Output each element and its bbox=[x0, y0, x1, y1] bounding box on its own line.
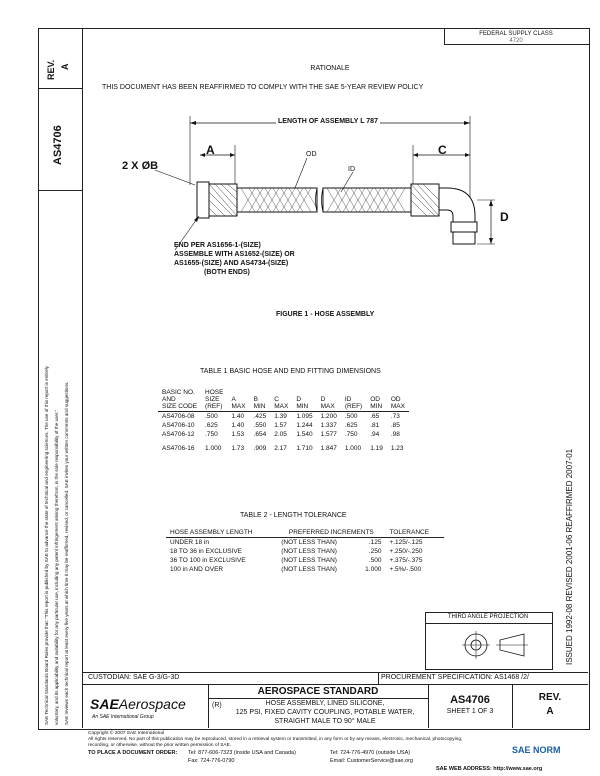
table1-cell: 1.73 bbox=[231, 445, 245, 452]
title-block-number-divider bbox=[428, 684, 429, 728]
table1-cell: .81 bbox=[370, 422, 380, 429]
table1-header: D MIN bbox=[296, 396, 309, 410]
table2-cell: +.250/-.250 bbox=[389, 548, 423, 555]
projection-symbol bbox=[460, 628, 530, 662]
table2-header: TOLERANCE bbox=[389, 529, 430, 536]
table2-cell: .125 bbox=[368, 539, 382, 546]
table1 bbox=[158, 388, 409, 453]
hose-assembly-drawing bbox=[95, 110, 495, 285]
table2-header-row bbox=[166, 528, 444, 538]
table1-cell: .500 bbox=[344, 413, 358, 420]
title-block-rev-label: REV. bbox=[538, 692, 562, 703]
table1-header: OD MAX bbox=[390, 396, 405, 410]
federal-supply-class-value: 4720 bbox=[509, 38, 523, 44]
table2-cell: .500 bbox=[368, 557, 382, 564]
table1-cell: .98 bbox=[390, 431, 400, 438]
table2-row bbox=[166, 538, 444, 548]
title-prefix: (R) bbox=[212, 702, 222, 709]
end-note-line-2: ASSEMBLE WITH AS1652-(SIZE) OR bbox=[174, 251, 295, 258]
table1-header-row bbox=[158, 388, 409, 412]
table2 bbox=[166, 528, 444, 574]
table1-cell: .750 bbox=[344, 431, 358, 438]
table1-cell: 1.200 bbox=[320, 413, 337, 420]
procurement-text: PROCUREMENT SPECIFICATION: AS1468 /2/ bbox=[381, 674, 529, 681]
table1-header: B MIN bbox=[253, 396, 266, 410]
table1-cell: .750 bbox=[205, 431, 218, 438]
aerospace-standard-title: AEROSPACE STANDARD bbox=[257, 686, 379, 697]
issue-revision-dates: ISSUED 1992-08 REVISED 2001-06 REAFFIRMED 2007-01 bbox=[565, 448, 574, 665]
table1-cell: 2.17 bbox=[274, 445, 287, 452]
table1-cell: 1.577 bbox=[320, 431, 337, 438]
table1-row bbox=[158, 421, 409, 430]
left-rev-label: REV. bbox=[46, 59, 56, 80]
dim-d-label: D bbox=[500, 210, 509, 224]
table2-cell: (NOT LESS THAN) bbox=[281, 557, 337, 564]
table1-cell: 1.540 bbox=[296, 431, 313, 438]
table1-header: C MAX bbox=[274, 396, 289, 410]
end-note-line-4: (BOTH ENDS) bbox=[204, 269, 250, 276]
title-line-3: STRAIGHT MALE TO 90° MALE bbox=[274, 718, 376, 725]
od-label: OD bbox=[306, 151, 317, 158]
id-label: ID bbox=[348, 166, 355, 173]
table1-row bbox=[158, 439, 409, 453]
table1-header: D MAX bbox=[320, 396, 335, 410]
table1-cell: .73 bbox=[390, 413, 400, 420]
title-line-2: 125 PSI, FIXED CAVITY COUPLING, POTABLE WATER, bbox=[235, 709, 415, 716]
table2-row bbox=[166, 547, 444, 556]
footer-fax: Fax: 724-776-0790 bbox=[188, 758, 235, 764]
table2-header: PREFERRED INCREMENTS bbox=[288, 529, 374, 536]
sae-logo-text: SAE bbox=[90, 696, 119, 712]
left-doc-number: AS4706 bbox=[52, 125, 64, 165]
left-note-1: SAE Technical Standards Board Rules provide that: "This report is published by SAE to advance the state of technical and engineering sciences. The use of this report is entirely bbox=[44, 366, 49, 725]
table1-cell: 1.40 bbox=[231, 422, 245, 429]
title-line-1: HOSE ASSEMBLY, LINED SILICONE, bbox=[265, 700, 385, 707]
table1-cell: .500 bbox=[205, 413, 218, 420]
table2-row bbox=[166, 556, 444, 565]
table1-cell: 1.847 bbox=[320, 445, 337, 452]
table1-cell: 1.53 bbox=[231, 431, 245, 438]
title-block-doc-number: AS4706 bbox=[450, 694, 490, 706]
table1-title: TABLE 1 BASIC HOSE AND END FITTING DIMENSIONS bbox=[200, 368, 381, 375]
figure-caption: FIGURE 1 - HOSE ASSEMBLY bbox=[276, 311, 375, 318]
table1-cell: 1.39 bbox=[274, 413, 287, 420]
table1-cell: .550 bbox=[253, 422, 267, 429]
table1-cell: 1.000 bbox=[344, 445, 362, 452]
footer-rights: All rights reserved. No part of this publication may be reproduced, stored in a retrieval system or transmitted, in any form or by any means, electronic, mechanical, photocopying, bbox=[88, 737, 463, 742]
table1-cell: 1.710 bbox=[296, 445, 313, 452]
table2-cell: UNDER 18 in bbox=[170, 539, 210, 546]
rationale-text: THIS DOCUMENT HAS BEEN REAFFIRMED TO COMPLY WITH THE SAE 5-YEAR REVIEW POLICY bbox=[102, 84, 424, 91]
title-block-rev-value: A bbox=[546, 706, 554, 717]
table2-cell: 36 TO 100 in EXCLUSIVE bbox=[170, 557, 246, 564]
table2-cell: (NOT LESS THAN) bbox=[281, 539, 337, 546]
standard-title-divider bbox=[208, 698, 428, 699]
table1-cell: AS4706-08 bbox=[162, 413, 195, 420]
table1-header: ID (REF) bbox=[344, 396, 363, 410]
dim-b-label: 2 X ØB bbox=[122, 160, 159, 172]
left-note-2: voluntary, and its applicability and suitability for any particular use, including any patent infringement arising therefrom, is the sole responsibility of the user." bbox=[54, 409, 59, 725]
table2-cell: .250 bbox=[368, 548, 382, 555]
table1-cell: 1.57 bbox=[274, 422, 287, 429]
left-strip-divider bbox=[82, 28, 83, 728]
table1-cell: .85 bbox=[390, 422, 400, 429]
table1-cell: 1.244 bbox=[296, 422, 313, 429]
length-of-assembly-label: LENGTH OF ASSEMBLY L 787 bbox=[278, 118, 378, 125]
projection-label: THIRD ANGLE PROJECTION bbox=[447, 614, 529, 620]
footer-tel-2: Tel: 724-776-4970 (outside USA) bbox=[330, 750, 411, 756]
table2-cell: +.125/-.125 bbox=[389, 539, 423, 546]
left-strip-doc-divider bbox=[38, 190, 82, 191]
table1-cell: 1.000 bbox=[205, 445, 222, 452]
left-rev-value: A bbox=[60, 63, 70, 70]
table1-cell: .425 bbox=[253, 413, 267, 420]
table2-cell: 18 TO 36 in EXCLUSIVE bbox=[170, 548, 243, 555]
table2-title: TABLE 2 - LENGTH TOLERANCE bbox=[240, 512, 347, 519]
projection-label-divider bbox=[425, 623, 552, 624]
title-block-top bbox=[82, 672, 588, 673]
federal-supply-class-label: FEDERAL SUPPLY CLASS bbox=[479, 31, 553, 37]
table2-cell: 100 in AND OVER bbox=[170, 566, 224, 573]
logo-tagline: An SAE International Group bbox=[92, 714, 154, 720]
table1-cell: .625 bbox=[205, 422, 218, 429]
table1-header: OD MIN bbox=[370, 396, 383, 410]
table1-cell: 1.40 bbox=[231, 413, 245, 420]
end-note-line-1: END PER AS1656-1-(SIZE) bbox=[174, 242, 261, 249]
table1-cell: AS4706-16 bbox=[162, 445, 195, 452]
table1-cell: AS4706-10 bbox=[162, 422, 195, 429]
footer-tel-1: Tel: 877-606-7323 (inside USA and Canada) bbox=[188, 750, 296, 756]
table1-row bbox=[158, 430, 409, 439]
table1-cell: 1.095 bbox=[296, 413, 313, 420]
left-strip-rev-divider bbox=[38, 88, 82, 89]
table2-cell: (NOT LESS THAN) bbox=[281, 548, 337, 555]
footer-order-label: TO PLACE A DOCUMENT ORDER: bbox=[88, 750, 178, 756]
footer-web: SAE WEB ADDRESS: http://www.sae.org bbox=[436, 766, 543, 772]
dim-c-label: C bbox=[438, 143, 447, 157]
table2-cell: 1.000 bbox=[365, 566, 382, 573]
aerospace-logo-text: Aerospace bbox=[118, 696, 186, 712]
table1-cell: 1.337 bbox=[320, 422, 337, 429]
sae-norm-watermark: SAE NORM bbox=[512, 745, 561, 755]
table1-header: HOSE SIZE (REF) bbox=[205, 389, 224, 410]
table1-cell: .654 bbox=[253, 431, 267, 438]
rationale-title: RATIONALE bbox=[310, 65, 350, 72]
table1-cell: 2.05 bbox=[274, 431, 287, 438]
footer-copyright: Copyright © 2007 SAE International bbox=[88, 731, 165, 736]
table1-cell: 1.19 bbox=[370, 445, 383, 452]
dim-a-label: A bbox=[206, 143, 215, 157]
table1-cell: AS4706-12 bbox=[162, 431, 195, 438]
sae-aerospace-logo bbox=[90, 696, 186, 714]
table2-cell: (NOT LESS THAN) bbox=[281, 566, 337, 573]
table1-cell: .625 bbox=[344, 422, 358, 429]
custodian-divider bbox=[378, 672, 379, 684]
table2-cell: +.375/-.375 bbox=[389, 557, 423, 564]
table1-cell: .94 bbox=[370, 431, 380, 438]
table1-cell: .65 bbox=[370, 413, 380, 420]
sheet-number: SHEET 1 OF 3 bbox=[446, 708, 494, 715]
footer-email: Email: CustomerService@sae.org bbox=[330, 758, 413, 764]
table2-header: HOSE ASSEMBLY LENGTH bbox=[170, 529, 253, 536]
table2-cell: +.5%/-.500 bbox=[389, 566, 422, 573]
table1-cell: 1.23 bbox=[390, 445, 404, 452]
end-note-line-3: AS1655-(SIZE) AND AS4734-(SIZE) bbox=[174, 260, 289, 267]
left-note-3: SAE reviews each technical report at least every five years at which time it may be reaffirmed, revised, or cancelled. SAE invites your written comments and suggestions. bbox=[64, 381, 69, 725]
table2-row bbox=[166, 565, 444, 574]
footer-rights-2: recording, or otherwise, without the prior written permission of SAE. bbox=[88, 743, 232, 748]
table1-row bbox=[158, 412, 409, 422]
table1-cell: .909 bbox=[253, 445, 267, 452]
table1-header: BASIC NO. AND SIZE CODE bbox=[162, 389, 198, 410]
custodian-text: CUSTODIAN: SAE G-3/G-3D bbox=[88, 674, 180, 681]
table1-header: A MAX bbox=[231, 396, 246, 410]
